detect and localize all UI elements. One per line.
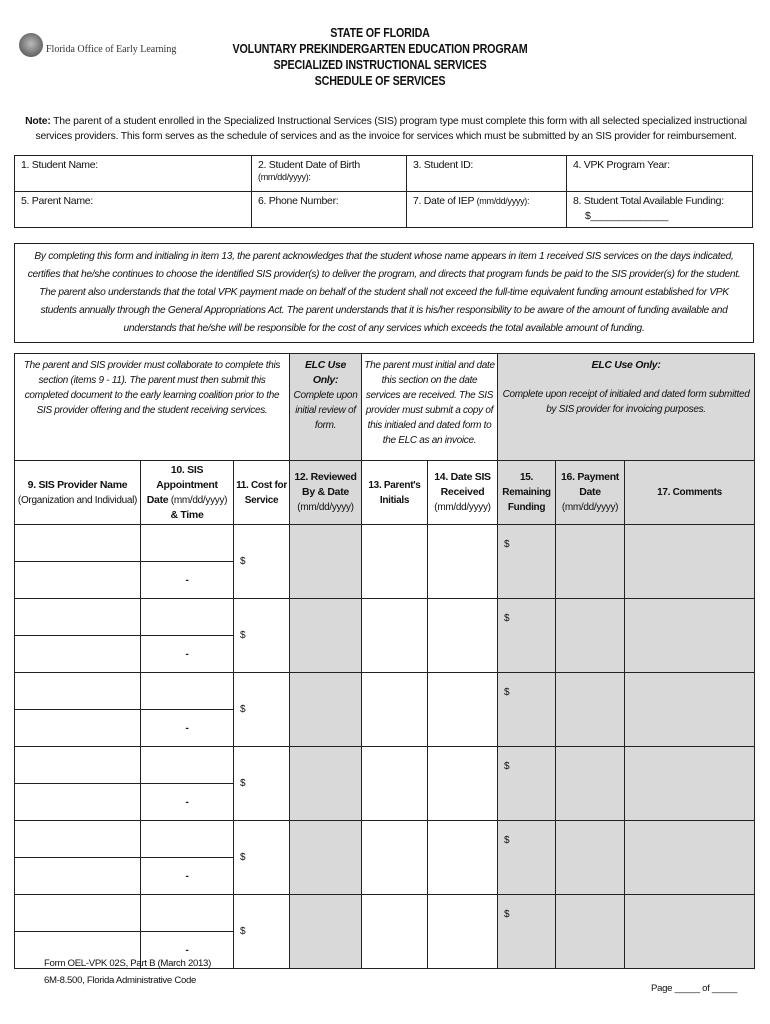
remaining-funding-cell bbox=[498, 821, 556, 895]
remaining-dollar: $ bbox=[504, 539, 510, 550]
remaining-funding-cell bbox=[498, 599, 556, 673]
time-dash: - bbox=[185, 648, 189, 660]
appointment-time-cell[interactable] bbox=[141, 784, 234, 821]
appointment-date-cell[interactable] bbox=[141, 747, 234, 784]
entry-row bbox=[15, 895, 755, 932]
elc-use-only-right-label: ELC Use Only: bbox=[591, 359, 661, 371]
provider-individual-cell[interactable] bbox=[15, 710, 141, 747]
entry-row bbox=[15, 821, 755, 858]
date-received-cell[interactable] bbox=[428, 821, 498, 895]
student-id-label: 3. Student ID: bbox=[413, 159, 474, 171]
acknowledgement-paragraph: By completing this form and initialing in item 13, the parent acknowledges that the student whose name appears in item 1 received SIS services on the days indicated, certifies that he/she continues to choose the identified SIS provider(s) to deliver the program, and directs that program funds be paid to the SIS provider(s) for the student. The parent also understands that the total VPK payment made on behalf of the student shall not exceed the full-time equivalent funding amount established for VPK students annually through the General Appropriations Act. The parent understands that it is his/her responsibility to be aware of the amount of funding available and understands that he/she will be responsible for the cost of any services which exceeds the total available amount of funding. bbox=[14, 243, 754, 343]
date-received-cell[interactable] bbox=[428, 673, 498, 747]
appointment-date-cell[interactable] bbox=[141, 895, 234, 932]
remaining-funding-cell bbox=[498, 895, 556, 969]
time-dash: - bbox=[185, 722, 189, 734]
appointment-date-cell[interactable] bbox=[141, 821, 234, 858]
comments-cell bbox=[625, 895, 755, 969]
comments-cell bbox=[625, 525, 755, 599]
time-dash: - bbox=[185, 796, 189, 808]
appointment-time-cell[interactable] bbox=[141, 710, 234, 747]
provider-individual-cell[interactable] bbox=[15, 784, 141, 821]
provider-name-cell[interactable] bbox=[15, 747, 141, 784]
entry-row bbox=[15, 599, 755, 636]
col14-format: (mm/dd/yyyy) bbox=[434, 502, 491, 513]
funding-blank: $______________ bbox=[585, 210, 669, 222]
elc-review-instruction: Complete upon initial review of form. bbox=[293, 390, 358, 431]
time-dash: - bbox=[185, 870, 189, 882]
col10-header bbox=[141, 461, 234, 525]
note-text: The parent of a student enrolled in the Specialized Instructional Services (SIS) program type must complete this form with all selected specialized instructional services providers. This form serves as the schedule of services and as the invoice for services which must be submitted by an SIS provider for reimbursement. bbox=[35, 116, 747, 142]
student-name-label: 1. Student Name: bbox=[21, 159, 98, 171]
cost-cell[interactable] bbox=[234, 673, 290, 747]
iep-date-format: (mm/dd/yyyy): bbox=[476, 196, 530, 206]
funding-label: 8. Student Total Available Funding: bbox=[573, 195, 724, 207]
appointment-date-cell[interactable] bbox=[141, 673, 234, 710]
col12-title: 12. Reviewed By & Date bbox=[294, 471, 357, 498]
reviewed-cell bbox=[290, 895, 362, 969]
col16-format: (mm/dd/yyyy) bbox=[561, 502, 619, 513]
iep-date-field[interactable] bbox=[407, 192, 567, 228]
payment-date-cell bbox=[556, 821, 625, 895]
note-paragraph bbox=[20, 114, 752, 144]
cost-dollar: $ bbox=[240, 778, 246, 789]
cost-cell[interactable] bbox=[234, 525, 290, 599]
col9-header bbox=[15, 461, 141, 525]
reviewed-cell bbox=[290, 747, 362, 821]
reviewed-cell bbox=[290, 525, 362, 599]
col10-date: Date bbox=[146, 493, 169, 506]
provider-individual-cell[interactable] bbox=[15, 562, 141, 599]
parent-initials-cell[interactable] bbox=[362, 525, 428, 599]
cost-dollar: $ bbox=[240, 630, 246, 641]
schedule-table bbox=[14, 353, 755, 969]
parent-name-field[interactable] bbox=[15, 192, 252, 228]
remaining-funding-cell bbox=[498, 525, 556, 599]
student-id-field[interactable] bbox=[407, 156, 567, 192]
parent-initials-cell[interactable] bbox=[362, 747, 428, 821]
provider-individual-cell[interactable] bbox=[15, 858, 141, 895]
remaining-funding-cell bbox=[498, 747, 556, 821]
payment-date-cell bbox=[556, 599, 625, 673]
col11-header: 11. Cost for Service bbox=[234, 461, 290, 525]
date-received-cell[interactable] bbox=[428, 599, 498, 673]
date-received-cell[interactable] bbox=[428, 895, 498, 969]
remaining-dollar: $ bbox=[504, 909, 510, 920]
elc-receipt-instruction: Complete upon receipt of initialed and dated form submitted by SIS provider for invoicing purposes. bbox=[502, 389, 750, 415]
entry-row bbox=[15, 747, 755, 784]
appointment-time-cell[interactable] bbox=[141, 858, 234, 895]
provider-name-cell[interactable] bbox=[15, 525, 141, 562]
collab-note: The parent and SIS provider must collaborate to complete this section (items 9 - 11). The parent must then submit this completed document to the early learning coalition prior to the SIS provider offering and the student receiving services. bbox=[15, 354, 290, 461]
provider-name-cell[interactable] bbox=[15, 821, 141, 858]
title-line-4: SCHEDULE OF SERVICES bbox=[314, 74, 446, 88]
col10-title: 10. SIS Appointment bbox=[156, 463, 218, 491]
reviewed-cell bbox=[290, 599, 362, 673]
note-label: Note: bbox=[25, 116, 51, 127]
admin-code: 6M-8.500, Florida Administrative Code bbox=[44, 975, 197, 986]
col16-title: 16. Payment Date bbox=[561, 471, 619, 498]
appointment-date-cell[interactable] bbox=[141, 525, 234, 562]
col9-title: 9. SIS Provider Name bbox=[27, 478, 128, 491]
col12-format: (mm/dd/yyyy) bbox=[297, 502, 354, 513]
form-id: Form OEL-VPK 02S, Part B (March 2013) bbox=[44, 958, 211, 969]
remaining-dollar: $ bbox=[504, 835, 510, 846]
provider-name-cell[interactable] bbox=[15, 895, 141, 932]
parent-initials-cell[interactable] bbox=[362, 895, 428, 969]
remaining-dollar: $ bbox=[504, 613, 510, 624]
provider-individual-cell[interactable] bbox=[15, 636, 141, 673]
funding-field[interactable] bbox=[567, 192, 753, 228]
dob-format: (mm/dd/yyyy): bbox=[258, 172, 311, 182]
appointment-time-cell[interactable] bbox=[141, 562, 234, 599]
provider-name-cell[interactable] bbox=[15, 673, 141, 710]
time-dash: - bbox=[185, 574, 189, 586]
col9-sub: (Organization and Individual) bbox=[17, 494, 138, 506]
phone-field[interactable] bbox=[252, 192, 407, 228]
remaining-funding-cell bbox=[498, 673, 556, 747]
cost-cell[interactable] bbox=[234, 821, 290, 895]
cost-dollar: $ bbox=[240, 852, 246, 863]
page-number: Page _____ of _____ bbox=[651, 983, 738, 994]
col15-header: 15. Remaining Funding bbox=[498, 461, 556, 525]
entry-row bbox=[15, 673, 755, 710]
parent-name-label: 5. Parent Name: bbox=[21, 195, 93, 207]
cost-cell[interactable] bbox=[234, 747, 290, 821]
title-line-1: STATE OF FLORIDA bbox=[330, 26, 430, 40]
payment-date-cell bbox=[556, 525, 625, 599]
dob-field[interactable] bbox=[252, 156, 407, 192]
col10-format: (mm/dd/yyyy) bbox=[170, 494, 228, 506]
elc-review-header bbox=[290, 354, 362, 461]
appointment-date-cell[interactable] bbox=[141, 599, 234, 636]
iep-date-label: 7. Date of IEP bbox=[413, 195, 474, 207]
cost-dollar: $ bbox=[240, 926, 246, 937]
appointment-time-cell[interactable] bbox=[141, 636, 234, 673]
title-line-2: VOLUNTARY PREKINDERGARTEN EDUCATION PROGRAM bbox=[232, 42, 528, 56]
time-dash: - bbox=[185, 944, 189, 956]
comments-cell bbox=[625, 599, 755, 673]
date-received-cell[interactable] bbox=[428, 747, 498, 821]
reviewed-cell bbox=[290, 673, 362, 747]
florida-seal-logo bbox=[19, 33, 43, 57]
comments-cell bbox=[625, 821, 755, 895]
schedule-rows bbox=[15, 525, 755, 969]
parent-initials-cell[interactable] bbox=[362, 821, 428, 895]
cost-cell[interactable] bbox=[234, 895, 290, 969]
phone-label: 6. Phone Number: bbox=[258, 195, 339, 207]
provider-name-cell[interactable] bbox=[15, 599, 141, 636]
parent-initials-cell[interactable] bbox=[362, 599, 428, 673]
form-title bbox=[170, 25, 590, 89]
cost-cell[interactable] bbox=[234, 599, 290, 673]
elc-invoice-header bbox=[498, 354, 755, 461]
remaining-dollar: $ bbox=[504, 687, 510, 698]
elc-use-only-label: ELC Use Only: bbox=[304, 359, 347, 386]
col14-title: 14. Date SIS Received bbox=[434, 471, 491, 498]
program-year-label: 4. VPK Program Year: bbox=[573, 159, 670, 171]
col14-header bbox=[428, 461, 498, 525]
col13-header: 13. Parent's Initials bbox=[362, 461, 428, 525]
program-year-field[interactable] bbox=[567, 156, 753, 192]
col10-time: & Time bbox=[170, 508, 204, 521]
student-name-field[interactable] bbox=[15, 156, 252, 192]
col17-header: 17. Comments bbox=[625, 461, 755, 525]
title-line-3: SPECIALIZED INSTRUCTIONAL SERVICES bbox=[273, 58, 487, 72]
comments-cell bbox=[625, 747, 755, 821]
reviewed-cell bbox=[290, 821, 362, 895]
date-received-cell[interactable] bbox=[428, 525, 498, 599]
agency-name: Florida Office of Early Learning bbox=[46, 44, 177, 55]
parent-initial-note: The parent must initial and date this section on the date services are received. The SIS provider must submit a copy of this initialed and dated form to the ELC as an invoice. bbox=[362, 354, 498, 461]
col16-header bbox=[556, 461, 625, 525]
entry-row bbox=[15, 525, 755, 562]
cost-dollar: $ bbox=[240, 704, 246, 715]
payment-date-cell bbox=[556, 673, 625, 747]
remaining-dollar: $ bbox=[504, 761, 510, 772]
student-info-table bbox=[14, 155, 753, 228]
dob-label: 2. Student Date of Birth bbox=[258, 159, 360, 171]
parent-initials-cell[interactable] bbox=[362, 673, 428, 747]
col12-header bbox=[290, 461, 362, 525]
payment-date-cell bbox=[556, 747, 625, 821]
payment-date-cell bbox=[556, 895, 625, 969]
comments-cell bbox=[625, 673, 755, 747]
cost-dollar: $ bbox=[240, 556, 246, 567]
